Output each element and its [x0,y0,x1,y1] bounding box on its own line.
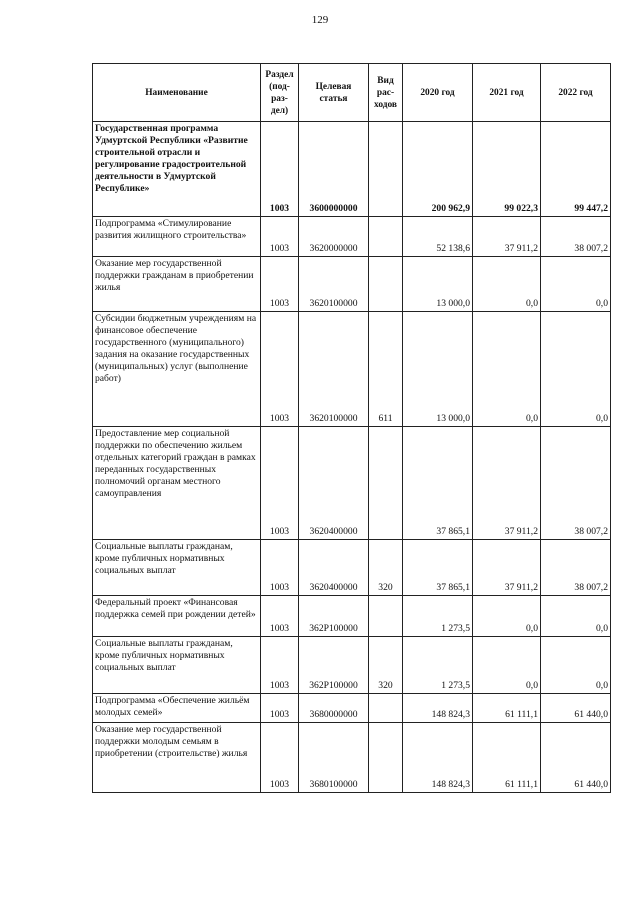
row-kind [369,122,403,217]
row-kind [369,694,403,723]
row-kind: 320 [369,637,403,694]
row-2021: 37 911,2 [473,427,541,540]
row-2022: 38 007,2 [541,217,611,257]
row-kind [369,427,403,540]
row-kind [369,596,403,637]
table-header-row [93,64,611,122]
row-section: 1003 [261,257,299,312]
row-2021: 37 911,2 [473,540,541,596]
row-2020: 13 000,0 [403,312,473,427]
row-article: 3680100000 [299,723,369,793]
row-kind [369,217,403,257]
row-kind: 320 [369,540,403,596]
row-name: Оказание мер государственной поддержки молодым семьям в приобретении (строительстве) жилья [93,723,261,793]
table-row [93,427,611,540]
table-row [93,122,611,217]
row-2021: 0,0 [473,257,541,312]
row-2020: 148 824,3 [403,694,473,723]
row-name: Субсидии бюджетным учреждениям на финансовое обеспечение государственного (муниципального) задания на оказание государственных (муниципальных) услуг (выполнение работ) [93,312,261,427]
row-section: 1003 [261,122,299,217]
row-2022: 0,0 [541,312,611,427]
column-header-name: Наименование [93,64,261,122]
row-article: 3620400000 [299,427,369,540]
row-2021: 61 111,1 [473,723,541,793]
row-section: 1003 [261,723,299,793]
column-header-2022: 2022 год [541,64,611,122]
row-article: 362P100000 [299,596,369,637]
budget-table [92,63,611,793]
row-2020: 13 000,0 [403,257,473,312]
row-section: 1003 [261,694,299,723]
row-name: Предоставление мер социальной поддержки по обеспечению жильем отдельных категорий граждан в рамках переданных государственных полномочий органам местного самоуправления [93,427,261,540]
column-header-2020: 2020 год [403,64,473,122]
row-article: 3620100000 [299,257,369,312]
table-row [93,637,611,694]
row-kind [369,257,403,312]
row-article: 3600000000 [299,122,369,217]
row-article: 3620100000 [299,312,369,427]
row-name: Государственная программа Удмуртской Республики «Развитие строительной отрасли и регулирование градостроительной деятельности в Удмуртской Республике» [93,122,261,217]
row-2022: 38 007,2 [541,540,611,596]
row-2021: 0,0 [473,637,541,694]
row-2022: 0,0 [541,257,611,312]
row-2020: 1 273,5 [403,637,473,694]
row-section: 1003 [261,637,299,694]
table-row [93,596,611,637]
column-header-kind: Вид рас-ходов [369,64,403,122]
row-2021: 61 111,1 [473,694,541,723]
row-article: 362P100000 [299,637,369,694]
row-2021: 0,0 [473,312,541,427]
row-2022: 0,0 [541,637,611,694]
row-section: 1003 [261,596,299,637]
table-row [93,257,611,312]
row-section: 1003 [261,427,299,540]
row-name: Подпрограмма «Обеспечение жильём молодых семей» [93,694,261,723]
row-2021: 37 911,2 [473,217,541,257]
row-kind: 611 [369,312,403,427]
table-row [93,217,611,257]
row-2020: 200 962,9 [403,122,473,217]
row-2021: 99 022,3 [473,122,541,217]
page-number: 129 [311,14,329,26]
row-2020: 148 824,3 [403,723,473,793]
row-kind [369,723,403,793]
row-2020: 37 865,1 [403,540,473,596]
row-section: 1003 [261,312,299,427]
row-2020: 1 273,5 [403,596,473,637]
row-article: 3620000000 [299,217,369,257]
row-2020: 37 865,1 [403,427,473,540]
row-2020: 52 138,6 [403,217,473,257]
row-name: Подпрограмма «Стимулирование развития жилищного строительства» [93,217,261,257]
row-name: Федеральный проект «Финансовая поддержка семей при рождении детей» [93,596,261,637]
row-2022: 61 440,0 [541,723,611,793]
row-name: Социальные выплаты гражданам, кроме публичных нормативных социальных выплат [93,540,261,596]
row-2022: 0,0 [541,596,611,637]
row-2021: 0,0 [473,596,541,637]
table-row [93,312,611,427]
row-2022: 61 440,0 [541,694,611,723]
column-header-article: Целевая статья [299,64,369,122]
row-name: Социальные выплаты гражданам, кроме публичных нормативных социальных выплат [93,637,261,694]
table-row [93,540,611,596]
column-header-2021: 2021 год [473,64,541,122]
row-section: 1003 [261,217,299,257]
row-2022: 38 007,2 [541,427,611,540]
table-row [93,723,611,793]
row-section: 1003 [261,540,299,596]
row-article: 3620400000 [299,540,369,596]
row-2022: 99 447,2 [541,122,611,217]
row-name: Оказание мер государственной поддержки гражданам в приобретении жилья [93,257,261,312]
table-row [93,694,611,723]
row-article: 3680000000 [299,694,369,723]
column-header-section: Раздел (под-раз-дел) [261,64,299,122]
